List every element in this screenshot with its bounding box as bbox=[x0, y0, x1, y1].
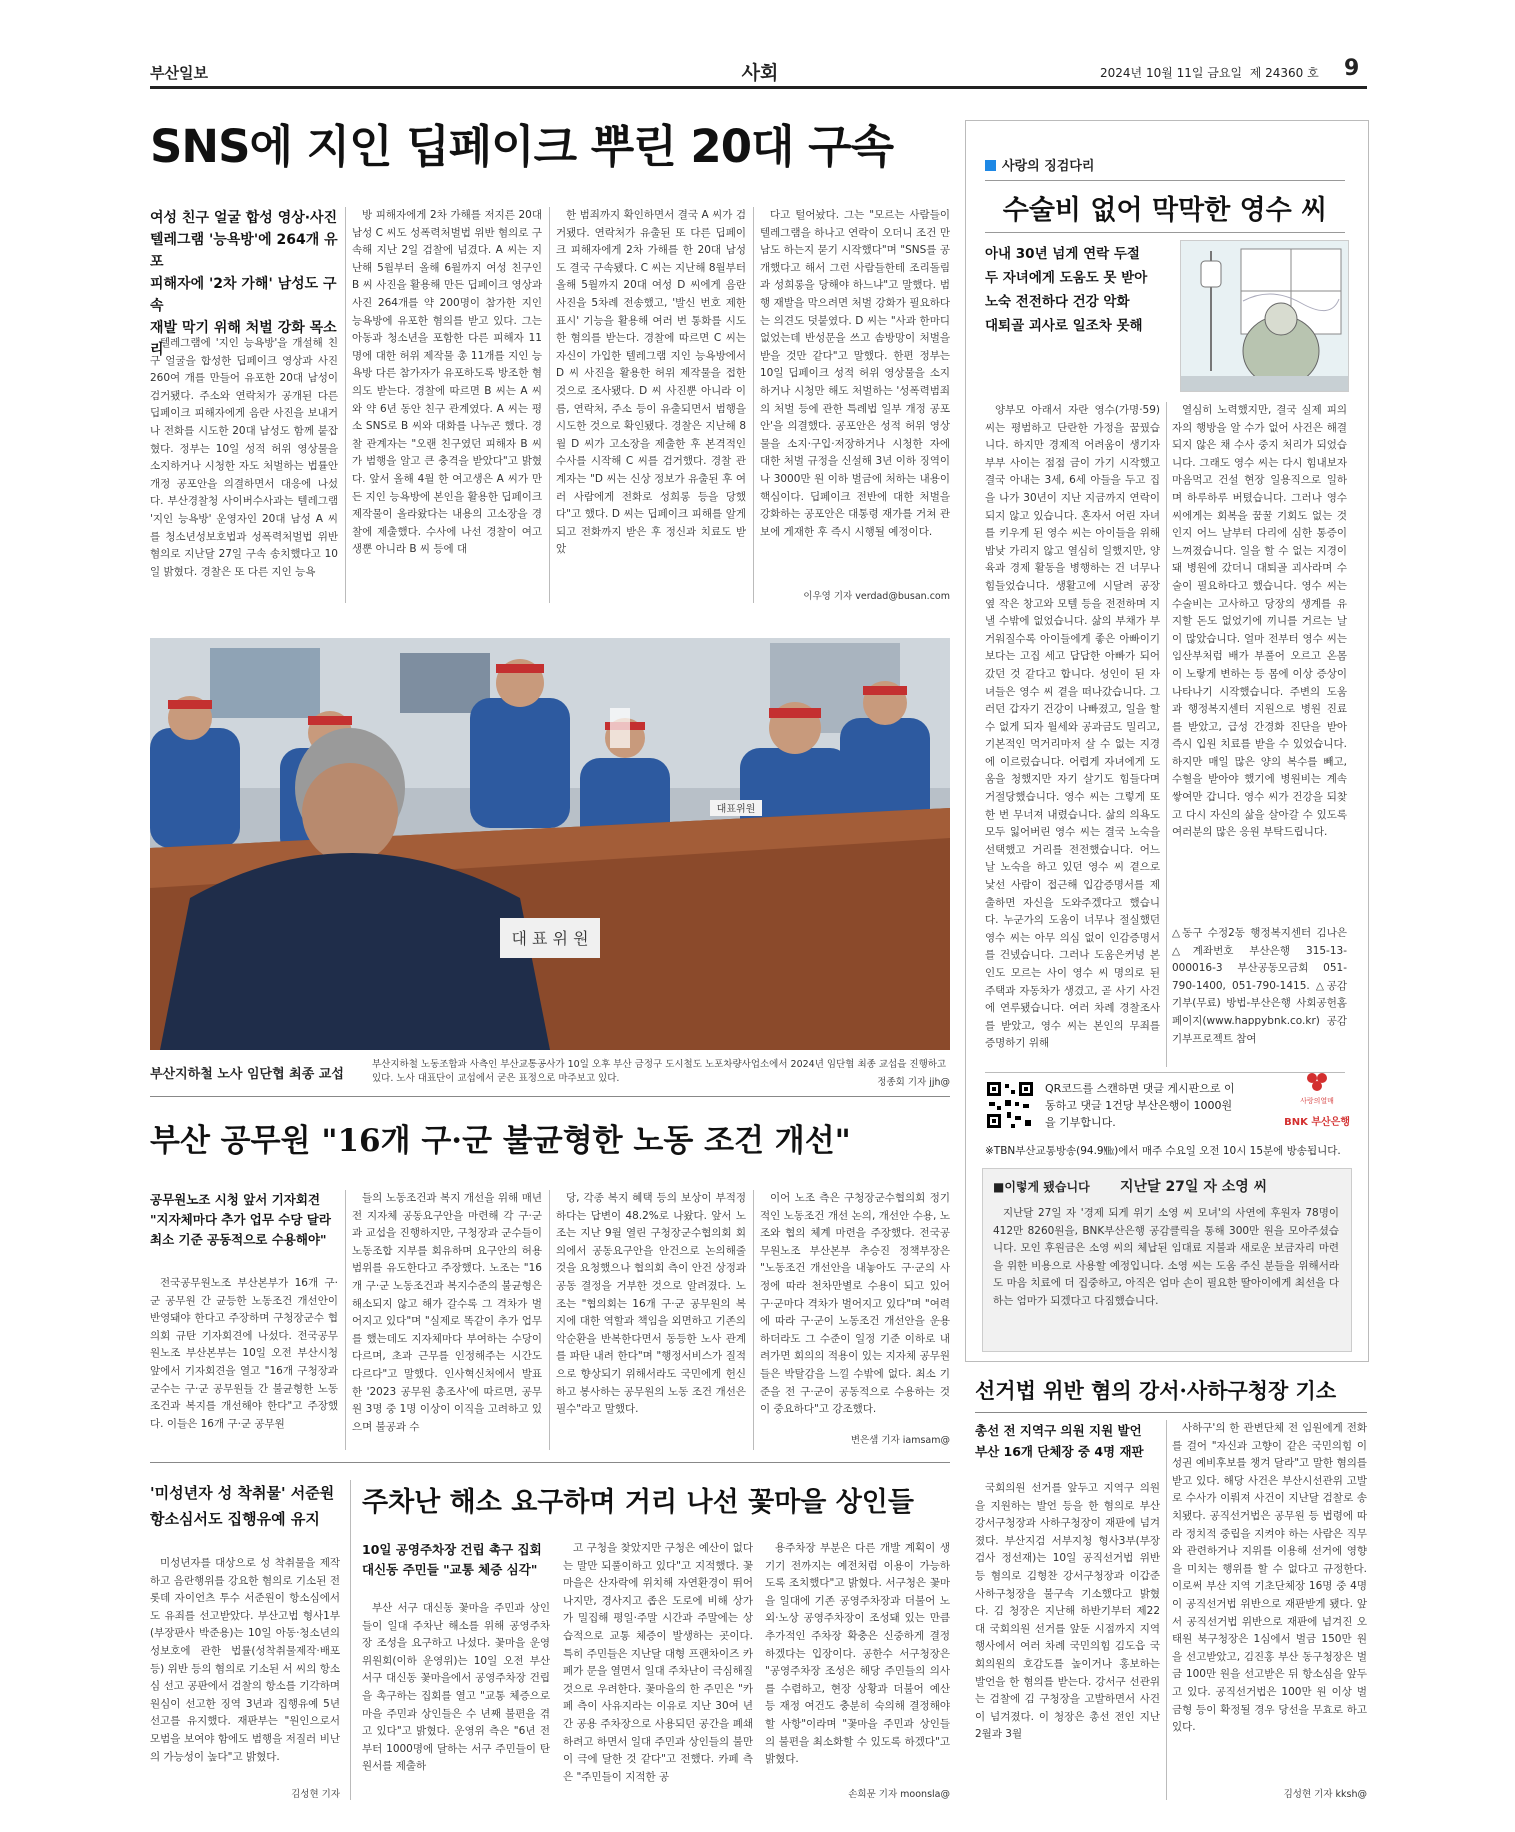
sidebar-contact: △동구 수정2동 행정복지센터 김나은 △계좌번호 부산은행 315-13-000016-3 부산공동모금회 051-790-1400, 051-790-1415. △공감기부(무료) 방법-부산은행 사회공헌홈페이지(www.happybnk.co.kr) 공감기부프로젝트 참여 bbox=[1172, 927, 1347, 1045]
a4-sub-line: 대신동 주민들 "교통 체증 심각" bbox=[362, 1562, 538, 1577]
a2-headline: 부산 공무원 "16개 구·군 불균형한 노동 조건 개선" bbox=[150, 1123, 851, 1159]
news-photo bbox=[150, 638, 950, 1050]
a3-headline-line: '미성년자 성 착취물' 서준원 bbox=[150, 1484, 335, 1502]
sidebar-col2: 열심히 노력했지만, 결국 실제 피의자의 행방을 알 수가 없어 사건은 해결되지 않은 채 수사 중지 처리가 되었습니다. 그래도 영수 씨는 다시 힘내보자 마음먹고 건설 현장 일용직으로 일하며 하루하루 버텼습니다. 그러나 영수 씨에게는 회복을 꿈꿀 기회도 없는 것인지 어느 날부터 다리에 심한 통증이 느껴졌습니다. 일을 할 수 없는 지경이 돼 병원에 갔더니 대퇴골 괴사라며 수술이 필요하다고 했습니다. 영수 씨는 수술비는 고사하고 당장의 생계를 유지할 돈도 없었기에 끼니를 거르는 날이 많았습니다. 얼마 전부터 영수 씨는 임산부처럼 배가 부풀어 오르고 온몸이 노랗게 변하는 등 몸에 이상 증상이 나타나기 시작했습니다. 주변의 도움과 행정복지센터 지원으로 병원 진료를 받았고, 급성 간경화 진단을 받아 즉시 입원 치료를 받을 수 있었습니다. 하지만 매일 많은 양의 복수를 빼고, 수혈을 받아야 했기에 병원비는 계속 쌓여만 갑니다. 영수 씨가 건강을 되찾고 다시 자신의 삶을 살아갈 수 있도록 여러분의 많은 응원 부탁드립니다. bbox=[1172, 404, 1347, 839]
hospital-window-illustration bbox=[1181, 241, 1348, 391]
masthead-paper-name: 부산일보 bbox=[150, 64, 208, 82]
a5-subhead bbox=[975, 1420, 1160, 1462]
placard-text: 대표위원 bbox=[716, 804, 756, 815]
a5-sub-line: 부산 16개 단체장 중 4명 재판 bbox=[975, 1444, 1144, 1459]
a2-col3: 당, 각종 복지 혜택 등의 보상이 부적정하다는 답변이 48.2%로 나왔다. 앞서 노조는 지난 9월 열린 구청장군수협의회 회의에서 공동요구안을 안건으로 논의해줄 것을 요청했으나 협의회 측이 안건 상정과 공동 결정을 거부한 것으로 알려졌다. 노조는 "협의회는 16개 구·군 공무원의 복지에 대한 역할과 책임을 외면하고 기존의 악순환을 반복한다면서 동등한 노사 관계를 파탄 내려 한다"며 "행정서비스가 질적으로 향상되기 위해서라도 국민에게 헌신하고 봉사하는 공무원의 노동 조건 개선은 필수"라고 말했다. bbox=[556, 1192, 746, 1416]
tag-marker-icon bbox=[985, 160, 996, 171]
a5-headline: 선거법 위반 혐의 강서·사하구청장 기소 bbox=[975, 1378, 1337, 1403]
a1-sub-line: 여성 친구 얼굴 합성 영상·사진 bbox=[150, 210, 338, 226]
side-sub-line: 노숙 전전하다 건강 악화 bbox=[985, 294, 1130, 310]
qr-code[interactable] bbox=[985, 1080, 1035, 1130]
a1-col1: 텔레그램에 '지인 능욕방'을 개설해 친구 얼굴을 합성한 딥페이크 영상과 사진 260여 개를 만들어 유포한 20대 남성이 검거됐다. 주소와 연락처가 공개된 다른 딥페이크 피해자에게 음란 사진을 보내거나 전화를 시도한 20대 남성도 함께 붙잡혔다. 정부는 10일 성적 허위 영상물을 소지하거나 시청한 자도 처벌하는 법률안 개정 공포안을 의결하면서 대응에 나섰다. 부산경찰청 사이버수사과는 텔레그램 '지인 능욕방' 운영자인 20대 남성 A 씨를 청소년성보호법과 성폭력처벌법 위반 혐의로 지난달 27일 구속 송치했다고 10일 밝혔다. 경찰은 또 다른 지인 능욕 bbox=[150, 337, 338, 578]
update-body: 지난달 27일 자 '경제 되게 위기 소영 씨 모녀'의 사연에 후원자 78명이 412만 8260원을, BNK부산은행 공감클릭을 통해 300만 원을 모아주셨습니다. 모인 후원금은 소영 씨의 체납된 임대료 지불과 새로운 보금자리 마련을 위한 비용으로 사용할 예정입니다. 소영 씨는 도움 주신 분들을 위해서라도 마음 치료에 더 집중하고, 아직은 엄마 손이 필요한 딸아이에게 최선을 다하는 엄마가 되겠다고 다짐했습니다. bbox=[993, 1207, 1339, 1307]
a1-sub-line: 재발 막기 위해 처벌 강화 목소리 bbox=[150, 320, 337, 358]
side-sub-line: 대퇴골 괴사로 일조차 못해 bbox=[985, 318, 1143, 334]
section-name: 사회 bbox=[741, 62, 779, 84]
a2-sub-line: 최소 기준 공동적으로 수용해야" bbox=[150, 1232, 327, 1247]
a1-byline: 이우영 기자 verdad@busan.com bbox=[803, 591, 950, 602]
a5-byline: 김성현 기자 kksh@ bbox=[1283, 1789, 1367, 1800]
fruit-of-love-logo bbox=[1292, 1072, 1342, 1106]
photo-credit: 정종회 기자 jjh@ bbox=[877, 1077, 950, 1088]
a4-col2: 고 구청을 찾았지만 구청은 예산이 없다는 말만 되풀이하고 있다"고 지적했다. 꽃마을은 산자락에 위치해 자연환경이 뛰어나지만, 경사지고 좁은 도로에 비해 상가가 밀집해 평일·주말 시간과 주말에는 상습적으로 교통 체증이 발생하는 곳이다. 특히 주민들은 지난달 대형 프랜차이즈 카페가 문을 열면서 일대 주차난이 극심해질 것으로 우려한다. 꽃마을의 한 주민은 "카페 측이 사유지라는 이유로 지난 30여 년간 공용 주차장으로 사용되던 공간을 폐쇄하려고 하면서 일대 주민과 상인들의 불만이 극에 달한 것 같다"고 전했다. 카페 측은 "주민들이 지적한 공 bbox=[563, 1542, 753, 1783]
a2-sub-line: 공무원노조 시청 앞서 기자회견 bbox=[150, 1192, 321, 1207]
meeting-photo-illustration bbox=[150, 638, 950, 1050]
a2-col4: 이어 노조 측은 구청장군수협의회 정기적인 노동조건 개선 논의, 개선안 수용, 노조와 협의 체계 마련을 주장했다. 전국공무원노조 부산본부 추승진 정책부장은 "노동조건 개선안을 내놓아도 구·군의 사정에 따라 천차만별로 수용이 되고 있어 구·군마다 격차가 벌어지고 있다"며 "여력에 따라 구·군이 노동조건 개선안을 운용하더라도 그 수준이 일정 기준 이하로 내려가면 회의의 적용이 있는 지자체 공무원들은 박탈감을 느낄 수밖에 없다. 최소 기준을 전 구·군이 공동적으로 수용하는 것이 중요하다"고 강조했다. bbox=[760, 1192, 950, 1416]
a1-sub-line: 텔레그램 '능욕방'에 264개 유포 bbox=[150, 232, 338, 270]
a3-headline-line: 항소심서도 집행유예 유지 bbox=[150, 1510, 320, 1528]
caption-text: 부산지하철 노동조합과 사측인 부산교통공사가 10일 오후 부산 금정구 도시철도 노포차량사업소에서 2024년 임단협 최종 교섭을 진행하고 있다. 노사 대표단이 교섭에서 굳은 표정으로 마주보고 있다. bbox=[372, 1059, 947, 1084]
sidebar-subhead bbox=[985, 242, 1165, 338]
broadcast-note: ※TBN부산교통방송(94.9㎒)에서 매주 수요일 오전 10시 15분에 방송됩니다. bbox=[985, 1145, 1341, 1157]
a4-subhead bbox=[362, 1540, 552, 1580]
update-title: 지난달 27일 자 소영 씨 bbox=[1120, 1179, 1268, 1195]
side-sub-line: 아내 30년 넘게 연락 두절 bbox=[985, 246, 1140, 262]
date: 2024년 10월 11일 금요일 bbox=[1100, 66, 1243, 80]
side-sub-line: 두 자녀에게 도움도 못 받아 bbox=[985, 270, 1148, 286]
a1-headline: SNS에 지인 딥페이크 뿌린 20대 구속 bbox=[150, 120, 894, 173]
a4-col3: 용주차장 부분은 다른 개발 계획이 생기기 전까지는 예전처럼 이용이 가능하도록 조치했다"고 밝혔다. 서구청은 꽃마을 일대에 기존 공영주차장과 더불어 노외·노상 공영주차장이 조성돼 있는 만큼 추가적인 주차장 확충은 신중하게 결정하겠다는 입장이다. 공한수 서구청장은 "공영주차장 조성은 해당 주민들의 의사를 수렴하고, 현장 상황과 더불어 예산 등 재정 여건도 충분히 숙의해 결정해야 할 사항"이라며 "꽃마을 주민과 상인들의 불편을 최소화할 수 있도록 하겠다"고 밝혔다. bbox=[765, 1542, 950, 1766]
issue-date bbox=[1100, 64, 1319, 81]
update-tag: ■이렇게 됐습니다 bbox=[993, 1180, 1090, 1194]
photo-caption-title: 부산지하철 노사 임단협 최종 교섭 bbox=[150, 1067, 344, 1082]
a2-col1: 전국공무원노조 부산본부가 16개 구·군 공무원 간 균등한 노동조건 개선안이 반영돼야 한다고 주장하며 구청장군수 협의회 규탄 기자회견에 나섰다. 전국공무원노조 부산본부는 10일 오전 부산시청 앞에서 기자회견을 열고 "16개 구청장과 군수는 구·군 공무원들 간 불균형한 노동조건과 복지를 개선해야 한다"고 주장했다. 이들은 16개 구·군 공무원 bbox=[150, 1277, 338, 1430]
a3-body: 미성년자를 대상으로 성 착취물을 제작하고 음란행위를 강요한 혐의로 기소된 전 롯데 자이언츠 투수 서준원이 항소심에서도 유죄를 선고받았다. 부산고법 형사1부(부장판사 박준용)는 10일 아동·청소년의 성보호에 관한 법률(성착취물제작·배포 등) 위반 등의 혐의로 기소된 서 씨의 항소심 선고 공판에서 검찰의 항소를 기각하며 원심이 선고한 징역 3년과 집행유예 5년 선고를 유지했다. 재판부는 "원인으로서 모범을 보여야 함에도 범행을 저질러 비난의 가능성이 높다"고 밝혔다. bbox=[150, 1557, 340, 1763]
a4-headline: 주차난 해소 요구하며 거리 나선 꽃마을 상인들 bbox=[362, 1487, 914, 1518]
a2-col2: 들의 노동조건과 복지 개선을 위해 매년 전 지자체 공동요구안을 마련해 각 구·군과 교섭을 진행하지만, 구청장과 군수들이 노동조합 지부를 회유하며 요구안의 허용범위를 유도한다고 주장했다. 노조는 "16개 구·군 노동조건과 복지수준의 불균형은 해소되지 않고 해가 갈수록 그 격차가 벌어지고 있다"며 "실제로 똑같이 추가 업무를 했는데도 지자체마다 부여하는 수당이 다르며, 초과 근무를 인정해주는 시간도 다르다"고 말했다. 인사혁신처에서 발표한 '2023 공무원 총조사'에 따르면, 공무원 3명 중 1명 이상이 이직을 고려하고 있으며 불공과 수 bbox=[352, 1192, 542, 1433]
a2-byline: 변은샘 기자 iamsam@ bbox=[850, 1435, 950, 1446]
a1-col4: 다고 털어놨다. 그는 "모르는 사람들이 텔레그램을 하나고 연락이 오더니 조건 만남도 하는지 묻기 시작했다"며 "SNS를 공개했다고 해서 그런 사람들한테 조리돌림과 성희롱을 당해야 하느냐"고 말했다. 범행 재발을 막으려면 처벌 강화가 필요하다는 의견도 덧붙였다. D 씨는 "사과 한마디 없었는데 반성문을 쓰고 솜방망이 처벌을 받을 것만 같다"고 말했다. 한편 정부는 10일 딥페이크 성적 허위 영상물을 소지하거나 시청만 해도 처벌하는 '성폭력범죄의 처벌 등에 관한 특례법 일부 개정 공포안'을 의결했다. 공포안은 성적 허위 영상물을 소지·구입·저장하거나 시청한 자에 대한 처벌 규정을 신설해 3년 이하 징역이나 3000만 원 이하 벌금에 처하는 내용이 핵심이다. 딥페이크 전반에 대한 처벌을 강화하는 공포안은 대통령 재가를 거쳐 관보에 게재한 후 즉시 시행될 예정이다. bbox=[760, 209, 950, 538]
page-number: 9 bbox=[1344, 56, 1360, 81]
sidebar-col1: 양부모 아래서 자란 영수(가명·59) 씨는 평범하고 단란한 가정을 꿈꿨습니다. 하지만 경제적 어려움이 생기자 부부 사이는 점점 금이 가기 시작했고 결국 아내는 3세, 6세 아들을 두고 집을 나가 30년이 지난 지금까지 연락이 되지 않고 있습니다. 혼자서 어린 자녀를 키우게 된 영수 씨는 아이들을 위해 밤낮 가리지 않고 열심히 일했지만, 양육과 경제 활동을 병행하는 건 너무나 힘들었습니다. 생활고에 시달려 공장 옆 작은 창고와 모텔 등을 전전하며 지낼 수밖에 없었습니다. 삶의 부채가 부거워질수록 아이들에게 좋은 아빠이기보다는 고집 세고 답답한 아빠가 되어갔던 것 같다고 합니다. 성인이 된 자녀들은 영수 씨 곁을 떠나갔습니다. 그러던 갑자기 건강이 나빠졌고, 일을 할 수 없게 되자 월세와 공과금도 밀리고, 기본적인 먹거리마저 살 수 없는 지경에 이르렀습니다. 어렵게 자녀에게 도움을 청했지만 자기 살기도 힘들다며 거절당했습니다. 영수 씨는 그렇게 또 한 번 무너져 내렸습니다. 삶의 의욕도 모두 잃어버린 영수 씨는 결국 노숙을 선택했고 거리를 전전했습니다. 어느 날 노숙을 하고 있던 영수 씨 곁으로 낯선 사람이 접근해 입감증명서를 제출하면 자신을 도와주겠다고 했습니다. 누군가의 도움이 너무나 절실했던 영수 씨는 아무 의심 없이 인감증명서를 건넸습니다. 그러나 도움은커녕 본인도 모르는 사이 영수 씨 명의로 된 주택과 자동차가 생겼고, 곧 사기 사건에 연루됐습니다. 여러 차례 경찰조사를 받았고, 영수 씨는 본인의 무죄를 증명하기 위해 bbox=[985, 404, 1160, 1050]
qr-code-icon[interactable] bbox=[985, 1080, 1035, 1130]
a3-headline bbox=[150, 1480, 345, 1532]
bnk-logo: BNK 부산은행 bbox=[1284, 1117, 1350, 1128]
a4-col1: 부산 서구 대신동 꽃마을 주민과 상인들이 일대 주차난 해소를 위해 공영주차장 조성을 요구하고 나섰다. 꽃마을 운영위원회(이하 운영위)는 10일 오전 부산 서구 대신동 꽃마을에서 공영주차장 건립을 촉구하는 집회를 열고 "교통 체증으로 마을 주민과 상인들은 수 년째 불편을 겪고 있다"고 밝혔다. 운영위 측은 "6년 전부터 1000명에 달하는 서구 주민들이 탄원서를 제출하 bbox=[362, 1602, 550, 1773]
a3-byline: 김성현 기자 bbox=[291, 1789, 340, 1800]
issue-number: 제 24360 호 bbox=[1249, 66, 1319, 80]
sidebar-illustration bbox=[1180, 240, 1349, 392]
a4-sub-line: 10일 공영주차장 건립 촉구 집회 bbox=[362, 1542, 542, 1557]
a2-sub-line: "지자체마다 추가 업무 수당 달라 bbox=[150, 1212, 331, 1227]
qr-text: QR코드를 스캔하면 댓글 게시판으로 이동하고 댓글 1건당 부산은행이 1000원을 기부합니다. bbox=[1045, 1082, 1235, 1129]
sidebar-headline: 수술비 없어 막막한 영수 씨 bbox=[1002, 195, 1328, 226]
a1-col3: 한 범죄까지 확인하면서 결국 A 씨가 검거됐다. 연락처가 유출된 또 다른 딥페이크 피해자에게 2차 가해를 한 20대 남성도 결국 구속됐다. C 씨는 지난해 8월부터 올해 5월까지 20대 여성 D 씨에게 음란 사진을 5차례 전송했고, '발신 번호 제한 표시' 기능을 활용해 여러 번 통화를 시도한 혐의를 받는다. 경찰에 따르면 C 씨는 자신이 가입한 텔레그램 지인 능욕방에서 D 씨 사진을 활용한 허위 제작물을 접한 것으로 조사됐다. D 씨 사진뿐 아니라 이름, 연락처, 주소 등이 유출되면서 범행을 시도한 것으로 확인됐다. 경찰은 지난해 8월 D 씨가 고소장을 제출한 후 본격적인 수사를 시작해 C 씨를 검거했다. 경찰 관계자는 "D 씨는 신상 정보가 유출된 후 여러 사람에게 전화로 성희롱 등을 당했다"고 했다. D 씨는 딥페이크 피해를 알게 되고 전화까지 받은 후 정신과 치료도 받았 bbox=[556, 209, 746, 556]
fruit-logo-icon bbox=[1306, 1072, 1328, 1092]
a5-sub-line: 총선 전 지역구 의원 지원 발언 bbox=[975, 1423, 1142, 1438]
placard-text: 대 표 위 원 bbox=[511, 929, 589, 948]
a4-byline: 손희문 기자 moonsla@ bbox=[848, 1789, 950, 1800]
a5-col1: 국회의원 선거를 앞두고 지역구 의원을 지원하는 발언 등을 한 혐의로 부산 강서구청장과 사하구청장이 재판에 넘겨졌다. 부산지검 서부지청 형사3부(부장검사 정선재)는 10일 공직선거법 위반 등 혐의로 김형찬 강서구청장과 이갑준 사하구청장을 불구속 기소했다고 밝혔다. 김 청장은 지난해 하반기부터 제22대 국회의원 선거를 앞둔 시점까지 지역 행사에서 여러 차례 국민의힘 김도읍 국회의원의 호감도를 높이거나 홍보하는 발언을 한 혐의를 받는다. 강서구 선관위는 검찰에 김 구청장을 고발하면서 사건이 넘겨졌다. 이 청장은 총선 전인 지난 2월과 3월 bbox=[975, 1482, 1160, 1741]
a1-sub-line: 피해자에 '2차 가해' 남성도 구속 bbox=[150, 276, 337, 314]
tag-text: 사랑의 징검다리 bbox=[1002, 159, 1095, 174]
logo-text: 사랑의열매 bbox=[1300, 1097, 1334, 1105]
a2-subhead bbox=[150, 1190, 338, 1250]
header-rule bbox=[150, 86, 1367, 89]
sidebar-tag bbox=[985, 155, 1094, 174]
a1-col2: 방 피해자에게 2차 가해를 저지른 20대 남성 C 씨도 성폭력처벌법 위반 혐의로 구속해 지난 2일 검찰에 넘겼다. A 씨는 지난해 5월부터 올해 6월까지 여성 친구인 B 씨 사진을 활용해 만든 딥페이크 영상과 사진 264개를 약 200명이 참가한 지인 능욕방에 유포한 혐의를 받고 있다. 그는 아동과 청소년을 포함한 다른 피해자 11명에 대한 허위 제작물 총 11개를 지인 능욕방 다른 참가자가 유포하도록 방조한 혐의도 받는다. 경찰에 따르면 B 씨는 A 씨와 약 6년 동안 친구 관계였다. A 씨는 평소 SNS로 B 씨와 대화를 나누곤 했다. 경찰 관계자는 "오랜 친구였던 피해자 B 씨가 범행을 알고 큰 충격을 받았다"고 밝혔다. 앞서 올해 4월 한 여고생은 A 씨가 만든 지인 능욕방에 본인을 활용한 딥페이크 제작물이 올라왔다는 내용의 고소장을 경찰에 제출했다. 수사에 나선 경찰이 여고생뿐 아니라 B 씨 등에 대 bbox=[352, 209, 542, 556]
a5-col2: 사하구'의 한 관변단체 전 임원에게 전화를 걸어 "자신과 고향이 같은 국민의힘 이성권 예비후보를 챙겨 달라"고 말한 혐의를 받고 있다. 해당 사건은 부산시선관위 고발로 수사가 이뤄져 사건이 지난달 검찰로 송치됐다. 공직선거법은 공무원 등 법령에 따라 정치적 중립을 지켜야 하는 사람은 직무와 관련하거나 지위를 이용해 선거에 영향을 미치는 행위를 할 수 없다고 규정한다. 이로써 부산 지역 기초단체장 16명 중 4명이 공직선거법 위반으로 재판받게 됐다. 앞서 공직선거법 위반으로 재판에 넘겨진 오태원 북구청장은 1심에서 벌금 150만 원을 선고받았고, 김진홍 부산 동구청장은 벌금 100만 원을 선고받은 뒤 항소심을 앞두고 있다. 공직선거법은 100만 원 이상 벌금형 등이 확정될 경우 당선을 무효로 하고 있다. bbox=[1172, 1422, 1367, 1734]
